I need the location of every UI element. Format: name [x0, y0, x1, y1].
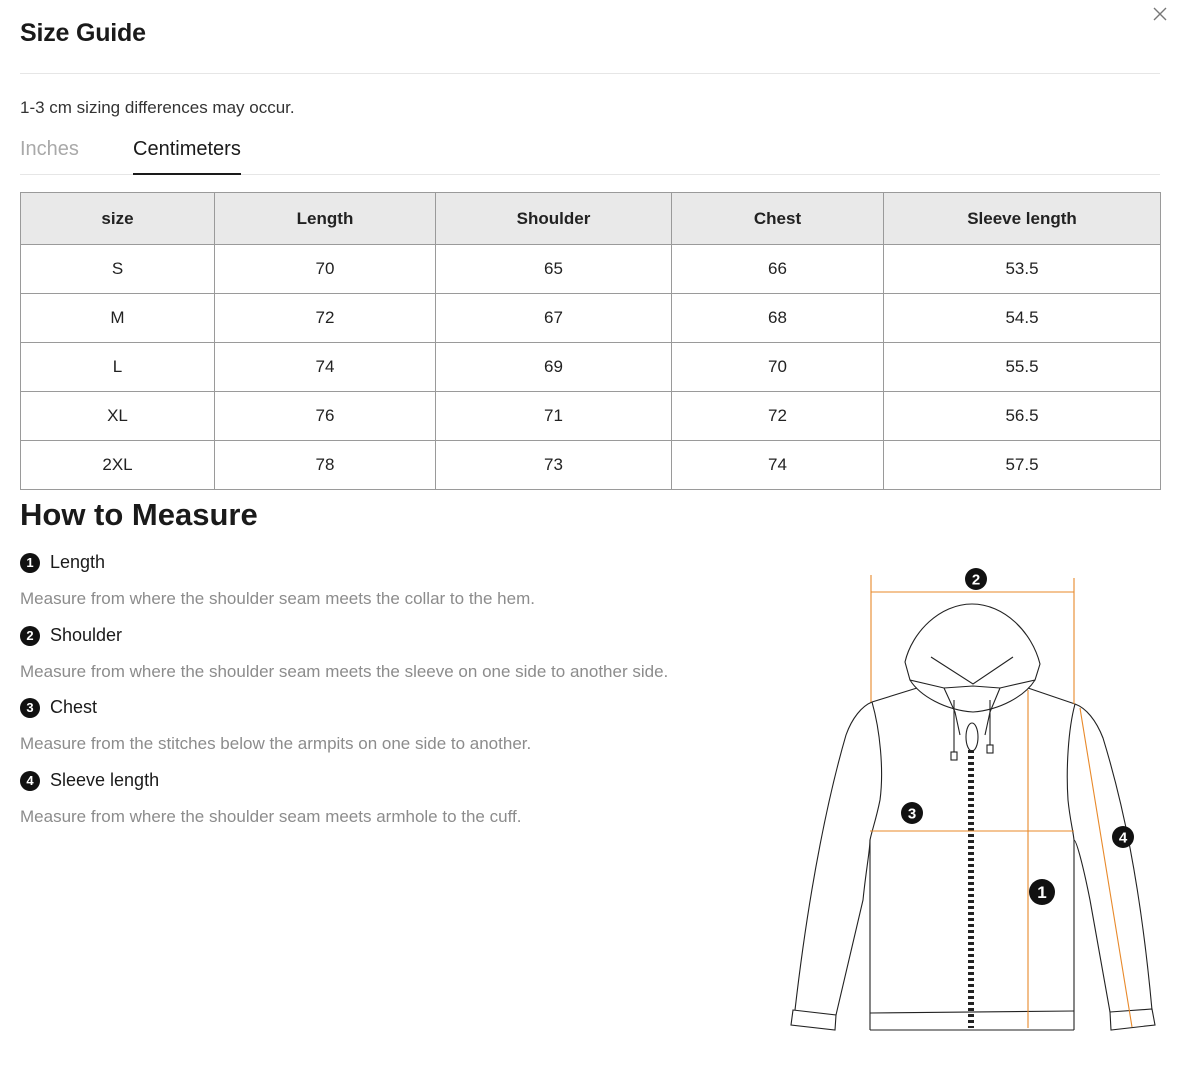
- cell-shoulder: 67: [436, 294, 672, 343]
- cell-chest: 72: [672, 392, 884, 441]
- measure-description: Measure from where the shoulder seam meets armhole to the cuff.: [20, 807, 522, 826]
- measure-label: Chest: [50, 697, 98, 717]
- number-4-icon: 4: [20, 771, 40, 791]
- number-1-icon: 1: [20, 553, 40, 573]
- marker-2-label: 2: [971, 571, 981, 589]
- cell-sleeve-length: 57.5: [884, 441, 1161, 490]
- measure-description: Measure from where the shoulder seam meets the collar to the hem.: [20, 589, 535, 608]
- number-3-icon: 3: [20, 698, 40, 718]
- cell-length: 78: [215, 441, 436, 490]
- how-to-measure-title: How to Measure: [20, 497, 258, 532]
- header-length: Length: [215, 193, 436, 245]
- marker-3-label: 3: [907, 805, 917, 823]
- number-2-icon: 2: [20, 626, 40, 646]
- measure-item-length: [20, 552, 105, 573]
- cell-sleeve-length: 54.5: [884, 294, 1161, 343]
- table-row: [21, 245, 1161, 294]
- cell-shoulder: 73: [436, 441, 672, 490]
- cell-chest: 66: [672, 245, 884, 294]
- marker-1-label: 1: [1037, 883, 1047, 902]
- marker-4-label: 4: [1118, 829, 1128, 847]
- table-header-row: [21, 193, 1161, 245]
- cell-shoulder: 65: [436, 245, 672, 294]
- measure-description: Measure from the stitches below the armpits on one side to another.: [20, 734, 532, 753]
- measure-label: Shoulder: [50, 625, 123, 645]
- table-row: [21, 343, 1161, 392]
- tab-centimeters[interactable]: Centimeters: [133, 138, 241, 175]
- unit-tabs: [20, 138, 1160, 175]
- header-size: size: [21, 193, 215, 245]
- measure-description: Measure from where the shoulder seam meets the sleeve on one side to another side.: [20, 662, 669, 681]
- close-icon[interactable]: [1150, 4, 1170, 24]
- header-shoulder: Shoulder: [436, 193, 672, 245]
- title-divider: [20, 73, 1160, 74]
- table-row: [21, 441, 1161, 490]
- measure-item-shoulder: [20, 625, 122, 646]
- cell-size: 2XL: [21, 441, 215, 490]
- cell-chest: 70: [672, 343, 884, 392]
- cell-size: L: [21, 343, 215, 392]
- close-button[interactable]: [1150, 4, 1170, 24]
- cell-size: S: [21, 245, 215, 294]
- table-row: [21, 392, 1161, 441]
- page-title: Size Guide: [20, 19, 146, 47]
- measure-item-chest: [20, 697, 97, 718]
- measure-label: Sleeve length: [50, 770, 160, 790]
- cell-size: M: [21, 294, 215, 343]
- cell-length: 72: [215, 294, 436, 343]
- cell-sleeve-length: 55.5: [884, 343, 1161, 392]
- cell-chest: 74: [672, 441, 884, 490]
- cell-sleeve-length: 53.5: [884, 245, 1161, 294]
- cell-shoulder: 69: [436, 343, 672, 392]
- header-chest: Chest: [672, 193, 884, 245]
- cell-length: 76: [215, 392, 436, 441]
- cell-sleeve-length: 56.5: [884, 392, 1161, 441]
- cell-length: 70: [215, 245, 436, 294]
- sizing-note: 1-3 cm sizing differences may occur.: [20, 98, 295, 117]
- hoodie-diagram-icon: [786, 560, 1166, 1040]
- header-sleeve-length: Sleeve length: [884, 193, 1161, 245]
- table-row: [21, 294, 1161, 343]
- measure-item-sleeve-length: [20, 770, 159, 791]
- cell-shoulder: 71: [436, 392, 672, 441]
- cell-length: 74: [215, 343, 436, 392]
- size-table: [20, 192, 1161, 490]
- cell-chest: 68: [672, 294, 884, 343]
- cell-size: XL: [21, 392, 215, 441]
- measure-label: Length: [50, 552, 106, 572]
- tab-inches[interactable]: Inches: [20, 138, 79, 160]
